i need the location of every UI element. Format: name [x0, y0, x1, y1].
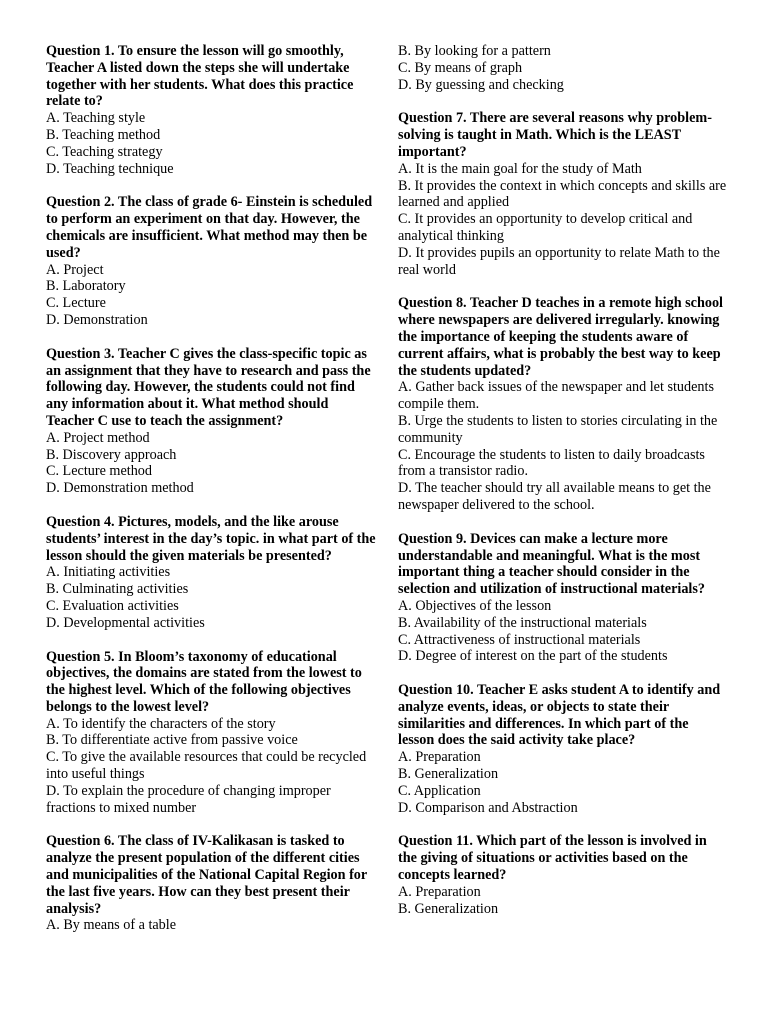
answer-option: D. Demonstration [46, 311, 148, 328]
answer-option: A. To identify the characters of the story [46, 715, 276, 732]
question-stem: Question 8. Teacher D teaches in a remote high school where newspapers are delivered irregularly. knowing the importance of keeping the students aware of current affairs, what is probably the best way to keep the students updated? [398, 295, 723, 379]
question-block [398, 531, 728, 665]
answer-option: C. Application [398, 782, 481, 799]
question-block [46, 649, 376, 817]
answer-option: C. It provides an opportunity to develop critical and analytical thinking [398, 211, 693, 244]
answer-option: A. Teaching style [46, 110, 146, 127]
question-stem: Question 2. The class of grade 6- Einstein is scheduled to perform an experiment on that day. However, the chemicals are insufficient. What method may then be used? [46, 194, 373, 261]
answer-option: D. By guessing and checking [398, 76, 564, 93]
answer-option: D. To explain the procedure of changing improper fractions to mixed number [46, 782, 331, 816]
answer-option: C. Evaluation activities [46, 597, 179, 614]
answer-option: A. By means of a table [46, 917, 177, 934]
answer-option: D. The teacher should try all available means to get the newspaper delivered to the school. [398, 480, 711, 513]
question-block [398, 682, 728, 816]
answer-option: D. It provides pupils an opportunity to relate Math to the real world [398, 244, 720, 278]
answer-option: C. Teaching strategy [46, 143, 163, 160]
answer-option: A. Project method [46, 429, 150, 446]
answer-option: B. Teaching method [46, 126, 161, 143]
question-stem: Question 11. Which part of the lesson is involved in the giving of situations or activities based on the concepts learned? [398, 833, 707, 884]
question-stem: Question 7. There are several reasons why problem-solving is taught in Math. Which is the LEAST important? [398, 110, 712, 160]
answer-option: B. To differentiate active from passive voice [46, 732, 298, 749]
question-block [46, 833, 376, 934]
answer-option: C. Encourage the students to listen to daily broadcasts from a transistor radio. [398, 446, 705, 480]
question-stem: Question 9. Devices can make a lecture more understandable and meaningful. What is the most important thing a teacher should consider in the selection and utilization of instructional materials? [398, 530, 705, 598]
question-block [398, 295, 728, 513]
answer-option: C. To give the available resources that could be recycled into useful things [46, 749, 367, 783]
question-block [398, 833, 728, 917]
question-block [46, 514, 376, 632]
question-continuation [398, 43, 728, 93]
answer-option: D. Teaching technique [46, 160, 174, 177]
answer-option: A. Preparation [398, 749, 481, 766]
answer-option: A. Project [46, 261, 104, 278]
question-block [398, 110, 728, 278]
answer-option: A. Objectives of the lesson [398, 597, 552, 614]
question-block [46, 346, 376, 497]
question-block [46, 43, 376, 177]
answer-option: B. Discovery approach [46, 446, 177, 463]
question-stem: Question 10. Teacher E asks student A to identify and analyze events, ideas, or objects to state their similarities and differences. In which part of the lesson does the said activity take place? [398, 682, 721, 749]
answer-option: A. It is the main goal for the study of Math [398, 160, 642, 177]
answer-option: B. It provides the context in which concepts and skills are learned and applied [398, 177, 727, 211]
answer-option: C. By means of graph [398, 59, 523, 76]
answer-option: D. Developmental activities [46, 614, 205, 631]
answer-option: B. Urge the students to listen to stories circulating in the community [398, 412, 718, 446]
answer-option: B. Generalization [398, 766, 499, 783]
right-column [398, 43, 728, 934]
answer-option: C. Lecture method [46, 463, 152, 480]
answer-option: B. Culminating activities [46, 581, 189, 598]
question-stem: Question 3. Teacher C gives the class-specific topic as an assignment that they have to research and pass the following day. However, the students could not find any information about it. What method should Teacher C use to teach the assignment? [46, 345, 371, 429]
answer-option: B. By looking for a pattern [398, 43, 551, 59]
answer-option: C. Attractiveness of instructional materials [398, 631, 641, 648]
answer-option: A. Gather back issues of the newspaper and let students compile them. [398, 379, 714, 413]
answer-option: B. Laboratory [46, 278, 126, 295]
answer-option: D. Demonstration method [46, 480, 194, 497]
answer-option: D. Degree of interest on the part of the students [398, 648, 668, 665]
answer-option: B. Availability of the instructional materials [398, 614, 647, 631]
answer-option: A. Preparation [398, 883, 481, 900]
answer-option: B. Generalization [398, 900, 499, 917]
question-stem: Question 6. The class of IV-Kalikasan is tasked to analyze the present population of the different cities and municipalities of the National Capital Region for the last five years. How can they best present their analysis? [46, 833, 367, 917]
answer-option: A. Initiating activities [46, 564, 171, 581]
left-column [46, 43, 376, 951]
question-stem: Question 5. In Bloom’s taxonomy of educational objectives, the domains are stated from the lowest to the highest level. Which of the following objectives belongs to the lowest level? [46, 648, 362, 715]
answer-option: C. Lecture [46, 295, 106, 312]
question-stem: Question 4. Pictures, models, and the like arouse students’ interest in the day’s topic. in what part of the lesson should the given materials be presented? [46, 513, 376, 564]
answer-option: D. Comparison and Abstraction [398, 799, 578, 816]
question-stem: Question 1. To ensure the lesson will go smoothly, Teacher A listed down the steps she will undertake together with her students. What does this practice relate to? [46, 43, 354, 110]
question-block [46, 194, 376, 328]
